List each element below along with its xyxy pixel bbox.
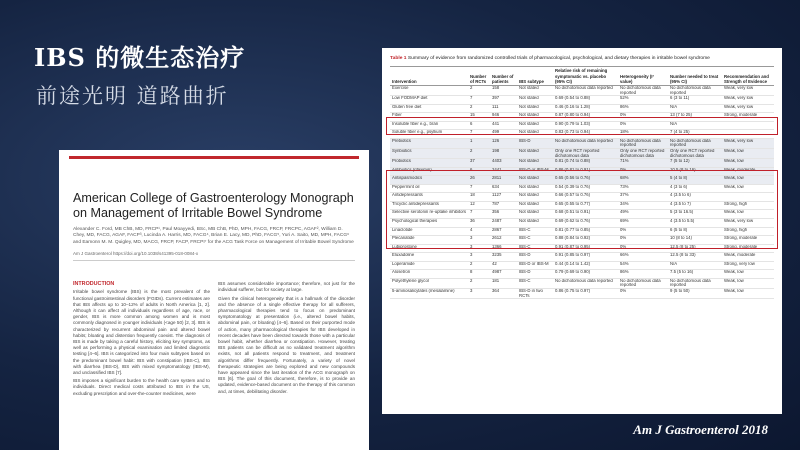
intro-heading: INTRODUCTION bbox=[73, 281, 115, 288]
table-cell: 0.86 (0.75 to 0.97) bbox=[553, 289, 618, 299]
table-cell: Weak, low bbox=[722, 149, 774, 159]
table-cell: Weak, moderate bbox=[722, 253, 774, 262]
table-row bbox=[390, 227, 774, 236]
table-cell: 0.46 (0.16 to 1.28) bbox=[553, 104, 618, 113]
table-cell: 0.86 (0.81 to 0.91) bbox=[553, 167, 618, 176]
table-cell bbox=[722, 193, 774, 202]
table-cell: 86% bbox=[618, 270, 668, 279]
table-cell: Not stated bbox=[517, 130, 553, 139]
paragraph: Given the clinical heterogeneity that is a hallmark of the disorder and the absence of a single effective therapy for all sufferers, pharmacological therapies tend to focus on predominant symptomatology at presentation (i.e., altered bowel habits, abdominal pain, or bloating) [4–6]. Based on their purported mode of action, many pharmacological therapies for IBS developed in recent decades have been directed towards those with a particular bowel habit, whether diarrhea or constipation. However, treating IBS patients can be difficult as no validated treatment algorithm exists, not all patients respond to treatment, and treatment algorithms differ frequently. Fortunately, a variety of novel therapeutic strategies are being explored and new compounds have appeared since the last iteration of the ACG monograph on IBS [6]. The goal of this document, therefore, is to provide an updated, evidence-based document on the therapy of this common and, at times, debilitating disorder. bbox=[218, 295, 355, 394]
table-cell: Eluxadoline bbox=[390, 253, 468, 262]
table-cell: Not stated bbox=[517, 96, 553, 105]
table-cell: 0.68 (0.51 to 0.91) bbox=[553, 210, 618, 219]
table-cell: Peppermint oil bbox=[390, 184, 468, 193]
table-cell: 181 bbox=[490, 278, 517, 288]
table-cell: IBS-C bbox=[517, 227, 553, 236]
table-cell: Gluten free diet bbox=[390, 104, 468, 113]
table-cell: 68% bbox=[618, 176, 668, 185]
table-cell: 4 (3.5 to 5.5) bbox=[668, 219, 722, 228]
paper-authors: Alexander C. Ford, MB ChB, MD, FRCP¹, Paul Moayyedi, BSc, MB ChB, PhD, MPH, FACG, FRCP, FRCPC, AGAF², William D. Chey, MD, FACG, AGAF, FACP³, Lucinda A. Harris, MD, FACG⁴, Brian E. Lacy, MD, PhD, FACG⁵, Yuri A. Saito, MD, MPH, FACG⁶ and Eamonn M. M. Quigley, MD, MACG, FRCP, FACP, FRCPI⁷ for the ACG Task Force on Management of Irritable Bowel Syndrome bbox=[73, 227, 354, 245]
table-row bbox=[390, 219, 774, 228]
table-cell: Selective serotonin re-uptake inhibitors bbox=[390, 210, 468, 219]
table-row bbox=[390, 121, 774, 130]
table-cell: No dichotomous data reported bbox=[553, 278, 618, 288]
table-cell: Insoluble fiber e.g., bran bbox=[390, 121, 468, 130]
table-cell: Linaclotide bbox=[390, 227, 468, 236]
table-cell: 0.81 (0.74 to 0.88) bbox=[553, 159, 618, 168]
table-cell: Strong, high bbox=[722, 227, 774, 236]
table-cell: 18 bbox=[468, 193, 490, 202]
table-cell: 441 bbox=[490, 121, 517, 130]
table-cell: 0% bbox=[618, 227, 668, 236]
paper-excerpt bbox=[59, 150, 369, 450]
table-cell: 36 bbox=[468, 219, 490, 228]
table-cell: IBS-D bbox=[517, 253, 553, 262]
table-cell: 49% bbox=[618, 210, 668, 219]
table-cell: 86% bbox=[618, 104, 668, 113]
table-cell: 1366 bbox=[490, 244, 517, 253]
table-cell: 364 bbox=[490, 289, 517, 299]
table-cell: Weak, moderate bbox=[722, 167, 774, 176]
table-cell: No dichotomous data reported bbox=[668, 278, 722, 288]
paper-doi: Am J Gastroenterol https://doi.org/10.1038/s41395-018-0084-x bbox=[73, 251, 355, 261]
table-cell: 1 bbox=[468, 138, 490, 148]
table-cell: Weak, low bbox=[722, 270, 774, 279]
table-row bbox=[390, 210, 774, 219]
table-cell: Probiotics bbox=[390, 159, 468, 168]
table-cell: 111 bbox=[490, 104, 517, 113]
table-cell: 1127 bbox=[490, 193, 517, 202]
paragraph: IBS imposes a significant burden to the health care system and to individuals. Direct medical costs attributed to IBS in the US, excluding prescription and over-the-counter medicines, were bbox=[73, 378, 210, 396]
table-row bbox=[390, 96, 774, 105]
table-caption-label: Table 1 bbox=[390, 56, 407, 61]
table-cell: Psychological therapies bbox=[390, 219, 468, 228]
table-row bbox=[390, 193, 774, 202]
paper-column-right bbox=[218, 281, 355, 399]
table-cell: 0% bbox=[618, 167, 668, 176]
table-cell: 2 bbox=[468, 149, 490, 159]
table-cell: Antibiotics (rifaximin) bbox=[390, 167, 468, 176]
journal-header-bar bbox=[69, 156, 359, 159]
table-cell: 3235 bbox=[490, 253, 517, 262]
table-cell: 73% bbox=[618, 184, 668, 193]
table-row bbox=[390, 184, 774, 193]
table-cell: Not stated bbox=[517, 201, 553, 210]
table-cell: 52% bbox=[618, 96, 668, 105]
table-cell: No dichotomous data reported bbox=[668, 138, 722, 148]
slide-subtitle: 前途光明 道路曲折 bbox=[36, 84, 229, 108]
table-cell: 198 bbox=[490, 149, 517, 159]
table-header-row bbox=[390, 67, 774, 86]
table-cell: Tricyclic antidepressants bbox=[390, 201, 468, 210]
column-header: Relative risk of remaining symptomatic vs. placebo (95% CI) bbox=[553, 67, 618, 86]
table-row bbox=[390, 176, 774, 185]
table-cell: 18% bbox=[618, 130, 668, 139]
table-cell: No dichotomous data reported bbox=[618, 278, 668, 288]
table-cell: 7 bbox=[468, 210, 490, 219]
table-cell: 4 (3.5 to 7) bbox=[668, 201, 722, 210]
table-cell: 126 bbox=[490, 138, 517, 148]
table-cell: No dichotomous data reported bbox=[553, 138, 618, 148]
table-cell: Only one RCT reported dichotomous data bbox=[618, 149, 668, 159]
table-cell: Not stated bbox=[517, 85, 553, 95]
table-cell: 0.91 (0.87 to 0.95) bbox=[553, 244, 618, 253]
table-row bbox=[390, 113, 774, 122]
table-cell: Weak, low bbox=[722, 278, 774, 288]
table-row bbox=[390, 138, 774, 148]
table-cell: 54% bbox=[618, 261, 668, 270]
table-cell: Not stated bbox=[517, 113, 553, 122]
table-cell: 0.79 (0.69 to 0.90) bbox=[553, 270, 618, 279]
table-cell: 15 bbox=[468, 113, 490, 122]
table-cell: 0% bbox=[618, 289, 668, 299]
table-cell: No dichotomous data reported bbox=[618, 85, 668, 95]
table-cell: 3 bbox=[468, 289, 490, 299]
table-cell: 397 bbox=[490, 96, 517, 105]
table-cell: 2811 bbox=[490, 176, 517, 185]
table-cell: 0% bbox=[618, 113, 668, 122]
table-cell: Weak, low bbox=[722, 210, 774, 219]
table-cell bbox=[722, 130, 774, 139]
table-cell: 71% bbox=[618, 159, 668, 168]
table-cell: 42 bbox=[490, 261, 517, 270]
table-cell: Loperamide bbox=[390, 261, 468, 270]
table-cell: 12.5 (8 to 25) bbox=[668, 244, 722, 253]
table-cell: 787 bbox=[490, 201, 517, 210]
table-cell: Weak, very low bbox=[722, 104, 774, 113]
table-cell: Exercise bbox=[390, 85, 468, 95]
table-cell: 3 bbox=[468, 244, 490, 253]
table-cell: Polyethylene glycol bbox=[390, 278, 468, 288]
table-cell: Not stated bbox=[517, 104, 553, 113]
table-cell bbox=[722, 121, 774, 130]
table-cell: 2 bbox=[468, 85, 490, 95]
column-header: Number of patients bbox=[490, 67, 517, 86]
table-cell: 6 bbox=[468, 121, 490, 130]
table-cell: 0.87 (0.80 to 0.94) bbox=[553, 113, 618, 122]
table-cell: 2 bbox=[468, 278, 490, 288]
table-cell: 13 (7 to 25) bbox=[668, 113, 722, 122]
evidence-table bbox=[390, 66, 774, 299]
table-row bbox=[390, 201, 774, 210]
table-row bbox=[390, 236, 774, 245]
column-header: Recommendation and Strength of Evidence bbox=[722, 67, 774, 86]
table-row bbox=[390, 278, 774, 288]
table-cell: 4 (3.5 to 6) bbox=[668, 193, 722, 202]
table-cell: 0.90 (0.79 to 1.03) bbox=[553, 121, 618, 130]
table-cell: Strong, very low bbox=[722, 261, 774, 270]
table-cell: IBS-C bbox=[517, 236, 553, 245]
table-cell: Not stated bbox=[517, 184, 553, 193]
table-cell: 5 (4 to 8) bbox=[668, 176, 722, 185]
table-row bbox=[390, 85, 774, 95]
table-cell: Antidepressants bbox=[390, 193, 468, 202]
paragraph: Irritable bowel syndrome (IBS) is the most prevalent of the functional gastrointestinal disorders (FGIDs). Current estimates are that IBS affects up to 10–12% of adults in North America [1, 2]. Although it can affect all individuals regardless of age, race, or gender, IBS is more common among women and is most commonly diagnosed in younger individuals (<age 50) [2, 3]. IBS is characterized by recurrent abdominal pain and altered bowel habits; bloating and distention frequently coexist. The diagnosis of IBS is made by taking a careful history, eliciting key symptoms, as well as performing a physical examination and limited diagnostic testing [4–6]. IBS is categorized into four main subtypes based on the predominant bowel habit: IBS with constipation (IBS-C), IBS with diarrhea (IBS-D), IBS with mixed symptomatology (IBS-M), and unclassified IBS [7]. bbox=[73, 289, 210, 376]
table-cell: 12 bbox=[468, 201, 490, 210]
table-cell: 8 bbox=[468, 270, 490, 279]
table-cell: Low FODMAP diet bbox=[390, 96, 468, 105]
table-cell: 9 (5 to 50) bbox=[668, 289, 722, 299]
table-cell: 0.88 (0.84 to 0.92) bbox=[553, 236, 618, 245]
table-cell: Fiber bbox=[390, 113, 468, 122]
column-header: IBS subtype bbox=[517, 67, 553, 86]
table-cell: N/A bbox=[668, 104, 722, 113]
table-cell: 0.83 (0.73 to 0.94) bbox=[553, 130, 618, 139]
table-cell: Soluble fiber e.g., psyllium bbox=[390, 130, 468, 139]
table-row bbox=[390, 289, 774, 299]
paragraph: IBS assumes considerable importance; therefore, not just for the individual sufferer, but for society at large. bbox=[218, 281, 355, 293]
table-cell: 4403 bbox=[490, 159, 517, 168]
table-cell: No dichotomous data reported bbox=[553, 85, 618, 95]
column-header: Number of RCTs bbox=[468, 67, 490, 86]
table-cell: 0.81 (0.77 to 0.85) bbox=[553, 227, 618, 236]
table-cell: 10 (8 to 14) bbox=[668, 236, 722, 245]
table-cell: Synbiotics bbox=[390, 149, 468, 159]
column-header: Number needed to treat (95% CI) bbox=[668, 67, 722, 86]
column-header: Heterogeneity (I² value) bbox=[618, 67, 668, 86]
table-cell: 69% bbox=[618, 219, 668, 228]
table-cell: Weak, low bbox=[722, 176, 774, 185]
table-cell: 7 (4 to 25) bbox=[668, 130, 722, 139]
table-cell: 37% bbox=[618, 193, 668, 202]
table-cell: 0.65 (0.56 to 0.76) bbox=[553, 176, 618, 185]
table-cell: Weak, low bbox=[722, 289, 774, 299]
table-row bbox=[390, 149, 774, 159]
column-header: Intervention bbox=[390, 67, 468, 86]
table-cell: IBS-D bbox=[517, 138, 553, 148]
table-cell: 2 bbox=[468, 104, 490, 113]
paper-body bbox=[73, 281, 355, 399]
table-cell: 10.5 (8 to 16) bbox=[668, 167, 722, 176]
table-cell: 7.5 (5 to 16) bbox=[668, 270, 722, 279]
table-cell: Strong, high bbox=[722, 201, 774, 210]
table-row bbox=[390, 104, 774, 113]
table-cell: Weak, very low bbox=[722, 138, 774, 148]
table-cell: 4 bbox=[468, 227, 490, 236]
table-row bbox=[390, 159, 774, 168]
table-cell: Not stated bbox=[517, 219, 553, 228]
table-cell: Not stated bbox=[517, 176, 553, 185]
table-cell: 5 (3 to 16.5) bbox=[668, 210, 722, 219]
paper-column-left bbox=[73, 281, 210, 399]
table-cell: IBS-D or IBS-M bbox=[517, 167, 553, 176]
table-cell: Lubiprostone bbox=[390, 244, 468, 253]
table-cell: 0% bbox=[618, 236, 668, 245]
table-cell: IBS-C bbox=[517, 278, 553, 288]
evidence-table-panel bbox=[382, 48, 782, 414]
table-row bbox=[390, 167, 774, 176]
table-cell: 37 bbox=[468, 159, 490, 168]
table-cell: 0% bbox=[618, 244, 668, 253]
table-cell: IBS-D in two RCTs bbox=[517, 289, 553, 299]
table-cell: No dichotomous data reported bbox=[668, 85, 722, 95]
table-cell: 6 (5 to 8) bbox=[668, 227, 722, 236]
table-cell: 2 bbox=[468, 261, 490, 270]
table-cell: IBS-D or IBS-M bbox=[517, 261, 553, 270]
table-cell: 0.65 (0.55 to 0.77) bbox=[553, 201, 618, 210]
table-cell: N/A bbox=[668, 261, 722, 270]
table-cell: 5-aminosalicylates (mesalamine) bbox=[390, 289, 468, 299]
table-cell: 0.66 (0.57 to 0.76) bbox=[553, 193, 618, 202]
table-cell: 6 bbox=[468, 167, 490, 176]
slide-title: IBS 的微生态治疗 bbox=[34, 43, 246, 72]
table-row bbox=[390, 270, 774, 279]
table-cell: Not stated bbox=[517, 121, 553, 130]
table-cell: Plecanatide bbox=[390, 236, 468, 245]
table-cell: 2612 bbox=[490, 236, 517, 245]
table-cell: 6 (3 to 11) bbox=[668, 96, 722, 105]
table-cell: Weak, very low bbox=[722, 85, 774, 95]
table-cell: 356 bbox=[490, 210, 517, 219]
table-cell: 0.44 (0.14 to 1.42) bbox=[553, 261, 618, 270]
table-cell: 2867 bbox=[490, 227, 517, 236]
table-cell: Weak, very low bbox=[722, 219, 774, 228]
table-cell: Weak, low bbox=[722, 184, 774, 193]
table-cell: Only one RCT reported dichotomous data bbox=[668, 149, 722, 159]
table-cell: 0.91 (0.85 to 0.97) bbox=[553, 253, 618, 262]
table-cell: 499 bbox=[490, 130, 517, 139]
journal-citation: Am J Gastroenterol 2018 bbox=[633, 422, 768, 437]
table-row bbox=[390, 244, 774, 253]
table-cell: 7 (5 to 12) bbox=[668, 159, 722, 168]
table-row bbox=[390, 130, 774, 139]
table-cell: 2487 bbox=[490, 219, 517, 228]
table-cell: 0.69 (0.62 to 0.76) bbox=[553, 219, 618, 228]
table-cell: Strong, moderate bbox=[722, 113, 774, 122]
table-cell: 7 bbox=[468, 130, 490, 139]
paper-title: American College of Gastroenterology Monograph on Management of Irritable Bowel Syndrome bbox=[73, 191, 354, 220]
table-cell: 0.69 (0.54 to 0.88) bbox=[553, 96, 618, 105]
table-cell: 4 (3 to 6) bbox=[668, 184, 722, 193]
table-row bbox=[390, 261, 774, 270]
table-cell: Alosetron bbox=[390, 270, 468, 279]
table-caption bbox=[390, 56, 774, 62]
table-cell: Prebiotics bbox=[390, 138, 468, 148]
table-cell: Weak, very low bbox=[722, 96, 774, 105]
table-caption-text: Summary of evidence from randomized controlled trials of pharmacological, psychological, and dietary therapies in irritable bowel syndrome bbox=[406, 56, 710, 61]
table-cell: 2441 bbox=[490, 167, 517, 176]
table-cell: Not stated bbox=[517, 149, 553, 159]
table-cell: 12.5 (8 to 33) bbox=[668, 253, 722, 262]
table-cell: 3 bbox=[468, 253, 490, 262]
table-cell: Strong, moderate bbox=[722, 236, 774, 245]
table-cell: 7 bbox=[468, 184, 490, 193]
table-cell: 946 bbox=[490, 113, 517, 122]
table-cell: Weak, low bbox=[722, 159, 774, 168]
table-cell: 7 bbox=[468, 96, 490, 105]
table-cell: 634 bbox=[490, 184, 517, 193]
table-cell: 3 bbox=[468, 236, 490, 245]
table-cell: Not stated bbox=[517, 210, 553, 219]
table-cell: Strong, moderate bbox=[722, 244, 774, 253]
table-cell: 66% bbox=[618, 253, 668, 262]
table-cell: N/A bbox=[668, 121, 722, 130]
table-row bbox=[390, 253, 774, 262]
table-cell: Not stated bbox=[517, 159, 553, 168]
table-cell: IBS-C bbox=[517, 244, 553, 253]
table-cell: 4987 bbox=[490, 270, 517, 279]
table-cell: IBS-D bbox=[517, 270, 553, 279]
table-cell: 0% bbox=[618, 121, 668, 130]
table-cell: Not stated bbox=[517, 193, 553, 202]
table-cell: 158 bbox=[490, 85, 517, 95]
table-cell: Only one RCT reported dichotomous data bbox=[553, 149, 618, 159]
table-cell: Antispasmodics bbox=[390, 176, 468, 185]
table-cell: 26 bbox=[468, 176, 490, 185]
table-cell: 0.54 (0.39 to 0.76) bbox=[553, 184, 618, 193]
table-cell: 34% bbox=[618, 201, 668, 210]
table-cell: No dichotomous data reported bbox=[618, 138, 668, 148]
